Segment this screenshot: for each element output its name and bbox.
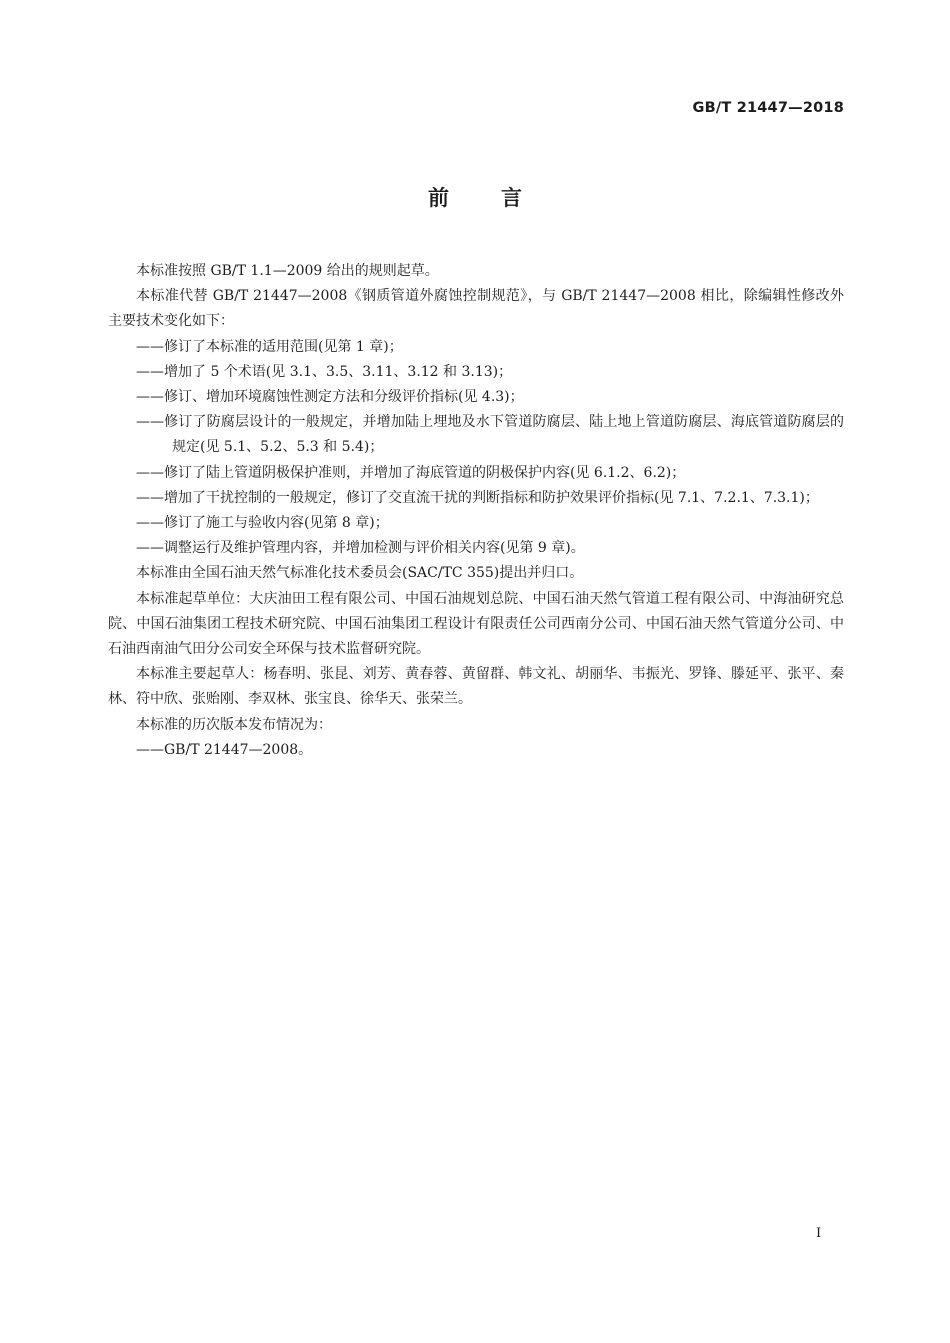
title-char-1: 前 (428, 186, 449, 210)
paragraph-drafting-rule: 本标准按照 GB/T 1.1—2009 给出的规则起草。 (136, 263, 439, 279)
paragraph-committee: 本标准由全国石油天然气标准化技术委员会(SAC/TC 355)提出并归口。 (136, 565, 584, 582)
list-item-change: ——修订、增加环境腐蚀性测定方法和分级评价指标(见 4.3)； (136, 389, 524, 406)
list-item-change: ——增加了干扰控制的一般规定，修订了交直流干扰的判断指标和防护效果评价指标(见 7.1、7.2.1、7.3.1)； (136, 489, 819, 506)
list-item-history: ——GB/T 21447—2008。 (136, 741, 313, 758)
list-item-change: ——修订了施工与验收内容(见第 8 章)； (136, 515, 389, 532)
page-title (0, 182, 950, 212)
list-item-change: ——增加了 5 个术语(见 3.1、3.5、3.11、3.12 和 3.13)； (136, 363, 513, 380)
paragraph-replacement: 本标准代替 GB/T 21447—2008《钢质管道外腐蚀控制规范》，与 GB/T 21447—2008 相比，除编辑性修改外主要技术变化如下： (108, 288, 844, 330)
list-item-change: ——修订了陆上管道阴极保护准则，并增加了海底管道的阴极保护内容(见 6.1.2、6.2)； (136, 464, 686, 481)
list-item-change: ——修订了防腐层设计的一般规定，并增加陆上埋地及水下管道防腐层、陆上地上管道防腐层、海底管道防腐层的规定(见 5.1、5.2、5.3 和 5.4)； (136, 414, 844, 456)
paragraph-drafting-units: 本标准起草单位：大庆油田工程有限公司、中国石油规划总院、中国石油天然气管道工程有限公司、中海油研究总院、中国石油集团工程技术研究院、中国石油集团工程设计有限责任公司西南分公司、中国石油天然气管道分公司、中石油西南油气田分公司安全环保与技术监督研究院。 (108, 590, 844, 658)
page-number: I (816, 1226, 822, 1241)
paragraph-drafters: 本标准主要起草人：杨春明、张昆、刘芳、黄春蓉、黄留群、韩文礼、胡丽华、韦振光、罗锋、滕延平、张平、秦林、符中欣、张贻刚、李双林、张宝良、徐华天、张荣兰。 (108, 666, 844, 708)
standard-code: GB/T 21447—2018 (692, 100, 844, 116)
paragraph-history-intro: 本标准的历次版本发布情况为： (136, 716, 332, 733)
list-item-change: ——调整运行及维护管理内容，并增加检测与评价相关内容(见第 9 章)。 (136, 540, 585, 557)
foreword-body (108, 259, 844, 763)
list-item-change: ——修订了本标准的适用范围(见第 1 章)； (136, 338, 403, 355)
title-char-2: 言 (501, 186, 522, 210)
